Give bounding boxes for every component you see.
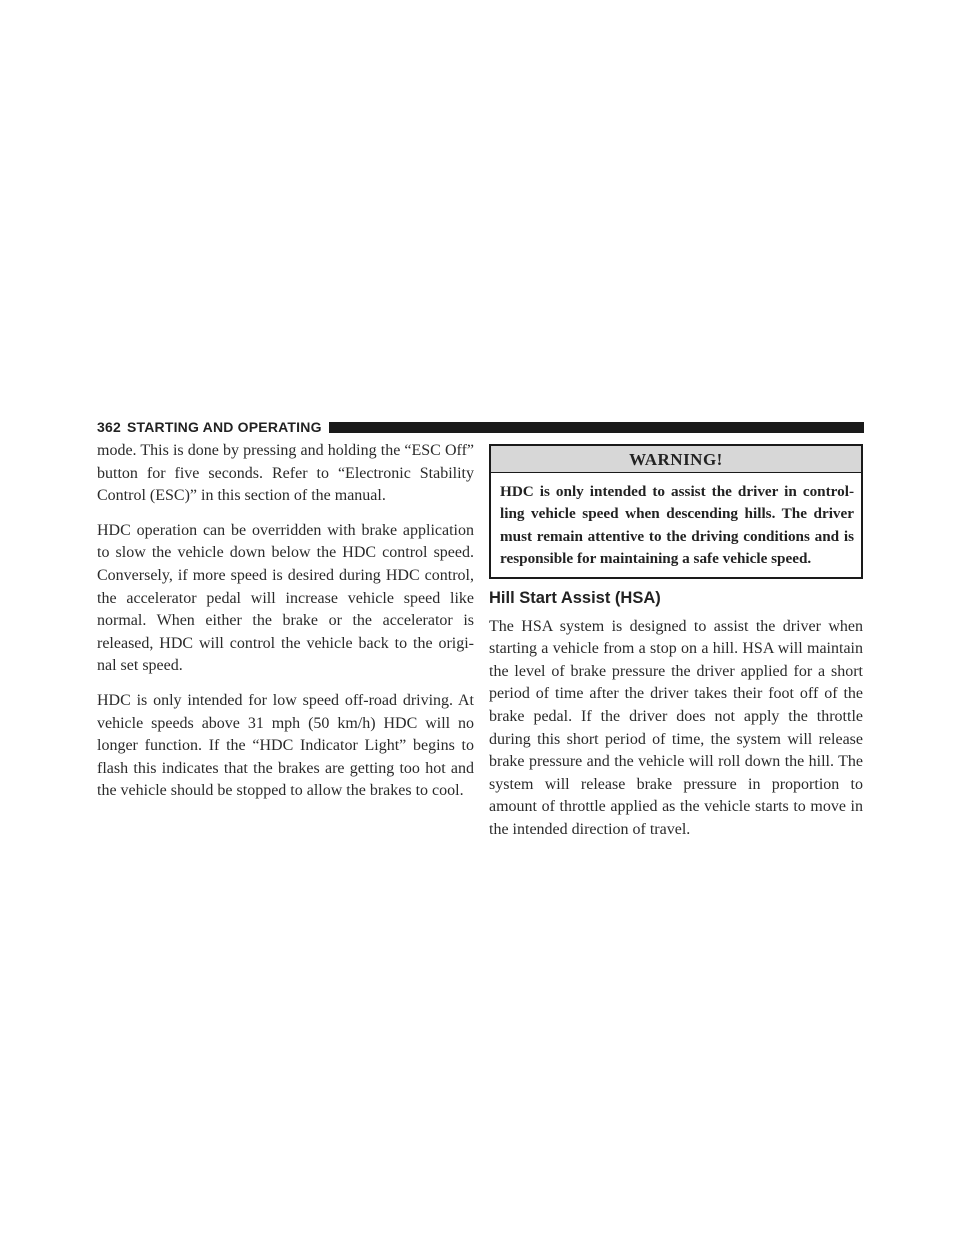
- warning-box: [489, 444, 863, 579]
- paragraph-esc-off: mode. This is done by pressing and holding the “ESC Off” button for five seconds. Refer to “Electronic Stability Control (ESC)” in this section of the manual.: [97, 442, 474, 505]
- left-column: [97, 440, 474, 815]
- section-title: STARTING AND OPERATING: [126, 419, 322, 435]
- paragraph-hdc-override: HDC operation can be overridden with brake application to slow the vehicle down below the HDC control speed. Conversely, if more speed is desired during HDC control, the accelerator pedal will increase vehicle speed like normal. When either the brake or the accelerator is released, HDC will control the vehicle back to the origi- nal set speed.: [97, 521, 474, 675]
- page-header: [97, 417, 864, 437]
- paragraph-hdc-low-speed: HDC is only intended for low speed off-road driving. At vehicle speeds above 31 mph (50 km/h) HDC will no longer function. If the “HDC Indicator Light” begins to flash this indicates that the brakes are getting too hot and the vehicle should be stopped to allow the brakes to cool.: [97, 691, 474, 800]
- paragraph-hsa: The HSA system is designed to assist the driver when starting a vehicle from a stop on a hill. HSA will maintain the level of brake pressure the driver applied for a short period of time after the driver takes their foot off of the brake pedal. If the driver does not apply the throttle during this short period of time, the system will release brake pressure and the vehicle will roll down the hill. The system will release brake pressure in proportion to amount of throttle applied as the vehicle starts to move in the intended direction of travel.: [489, 617, 863, 838]
- header-rule: [329, 422, 864, 433]
- warning-title: WARNING!: [491, 446, 861, 473]
- warning-text: HDC is only intended to assist the driver in control- ling vehicle speed when descending hills. The driver must remain attentive to the driving conditions and is responsible for maintaining a safe vehicle speed.: [500, 483, 854, 568]
- page-number: 362: [97, 419, 121, 435]
- right-column: [489, 444, 863, 854]
- heading-hill-start-assist: Hill Start Assist (HSA): [489, 588, 661, 607]
